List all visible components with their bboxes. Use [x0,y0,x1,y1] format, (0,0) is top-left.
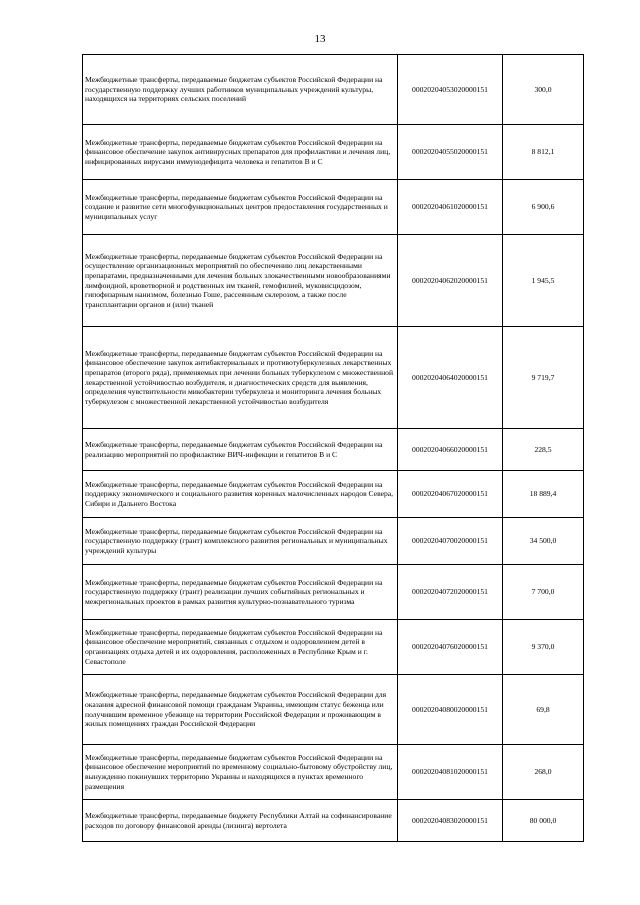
row-name-cell: Межбюджетные трансферты, передаваемые бюджетам субъектов Российской Федерации на поддержку экономического и социального развития коренных малочисленных народов Севера, Сибири и Дальнего Востока [83,471,398,518]
table-row [83,745,584,800]
table-row [83,55,584,125]
row-amount-cell: 69,8 [503,675,584,745]
table-row [83,471,584,518]
row-name-cell: Межбюджетные трансферты, передаваемые бюджетам субъектов Российской Федерации на финансовое обеспечение мероприятий по временному социально-бытовому обустройству лиц, вынужденно покинувших территорию Украины и находящихся в пунктах временного размещения [83,745,398,800]
row-name-cell: Межбюджетные трансферты, передаваемые бюджетам субъектов Российской Федерации на государственную поддержку лучших работников муниципальных учреждений культуры, находящихся на территориях сельских поселений [83,55,398,125]
row-code-cell: 00020204070020000151 [398,518,503,565]
row-amount-cell: 80 000,0 [503,800,584,842]
row-name-cell: Межбюджетные трансферты, передаваемые бюджетам субъектов Российской Федерации на создание и развитие сети многофункциональных центров предоставления государственных и муниципальных услуг [83,180,398,235]
row-amount-cell: 9 370,0 [503,620,584,675]
row-code-cell: 00020204081020000151 [398,745,503,800]
row-code-cell: 00020204062020000151 [398,235,503,327]
row-name-cell: Межбюджетные трансферты, передаваемые бюджетам субъектов Российской Федерации на осуществление организационных мероприятий по обеспечению лиц лекарственными препаратами, предназначенными для лечения больных злокачественными новообразованиями лимфоидной, кроветворной и родственных им тканей, гемофилией, муковисцидозом, гипофизарным нанизмом, болезнью Гоше, рассеянным склерозом, а также после трансплантации органов и (или) тканей [83,235,398,327]
row-code-cell: 00020204067020000151 [398,471,503,518]
table-row [83,235,584,327]
row-amount-cell: 8 812,1 [503,125,584,180]
row-amount-cell: 34 500,0 [503,518,584,565]
row-code-cell: 00020204061020000151 [398,180,503,235]
table-row [83,675,584,745]
row-name-cell: Межбюджетные трансферты, передаваемые бюджетам субъектов Российской Федерации на государственную поддержку (грант) комплексного развития региональных и муниципальных учреждений культуры [83,518,398,565]
row-name-cell: Межбюджетные трансферты, передаваемые бюджетам субъектов Российской Федерации на финансовое обеспечение мероприятий, связанных с отдыхом и оздоровлением детей в организациях отдыха детей и их оздоровления, расположенных в Республике Крым и г. Севастополе [83,620,398,675]
budget-table-body [83,55,584,842]
row-name-cell: Межбюджетные трансферты, передаваемые бюджетам субъектов Российской Федерации для оказания адресной финансовой помощи гражданам Украины, имеющим статус беженца или получившим временное убежище на территории Российской Федерации и проживающим в жилых помещениях граждан Российской Федерации [83,675,398,745]
row-code-cell: 00020204083020000151 [398,800,503,842]
row-amount-cell: 268,0 [503,745,584,800]
row-code-cell: 00020204080020000151 [398,675,503,745]
row-code-cell: 00020204055020000151 [398,125,503,180]
row-amount-cell: 7 700,0 [503,565,584,620]
table-row [83,429,584,471]
row-name-cell: Межбюджетные трансферты, передаваемые бюджетам субъектов Российской Федерации на финансовое обеспечение закупок антибактериальных и противотуберкулезных лекарственных препаратов (второго ряда), применяемых при лечении больных туберкулезом с множественной лекарственной устойчивостью возбудителя, и диагностических средств для выявления, определения чувствительности микобактерии туберкулеза и мониторинга лечения больных туберкулезом с множественной лекарственной устойчивостью возбудителя [83,327,398,429]
row-amount-cell: 9 719,7 [503,327,584,429]
table-row [83,518,584,565]
row-name-cell: Межбюджетные трансферты, передаваемые бюджету Республики Алтай на софинансирование расходов по договору финансовой аренды (лизинга) вертолета [83,800,398,842]
row-code-cell: 00020204076020000151 [398,620,503,675]
row-amount-cell: 1 945,5 [503,235,584,327]
row-name-cell: Межбюджетные трансферты, передаваемые бюджетам субъектов Российской Федерации на государственную поддержку (грант) реализации лучших событийных региональных и межрегиональных проектов в рамках развития культурно-познавательного туризма [83,565,398,620]
row-code-cell: 00020204072020000151 [398,565,503,620]
row-code-cell: 00020204053020000151 [398,55,503,125]
row-code-cell: 00020204064020000151 [398,327,503,429]
row-code-cell: 00020204066020000151 [398,429,503,471]
table-row [83,327,584,429]
page-number: 13 [314,33,326,45]
row-amount-cell: 228,5 [503,429,584,471]
budget-table [82,54,584,842]
row-amount-cell: 6 900,6 [503,180,584,235]
row-name-cell: Межбюджетные трансферты, передаваемые бюджетам субъектов Российской Федерации на реализацию мероприятий по профилактике ВИЧ-инфекции и гепатитов В и С [83,429,398,471]
table-row [83,180,584,235]
row-name-cell: Межбюджетные трансферты, передаваемые бюджетам субъектов Российской Федерации на финансовое обеспечение закупок антивирусных препаратов для профилактики и лечения лиц, инфицированных вирусами иммунодефицита человека и гепатитов В и С [83,125,398,180]
table-row [83,800,584,842]
table-row [83,125,584,180]
table-row [83,620,584,675]
row-amount-cell: 18 889,4 [503,471,584,518]
row-amount-cell: 300,0 [503,55,584,125]
table-row [83,565,584,620]
